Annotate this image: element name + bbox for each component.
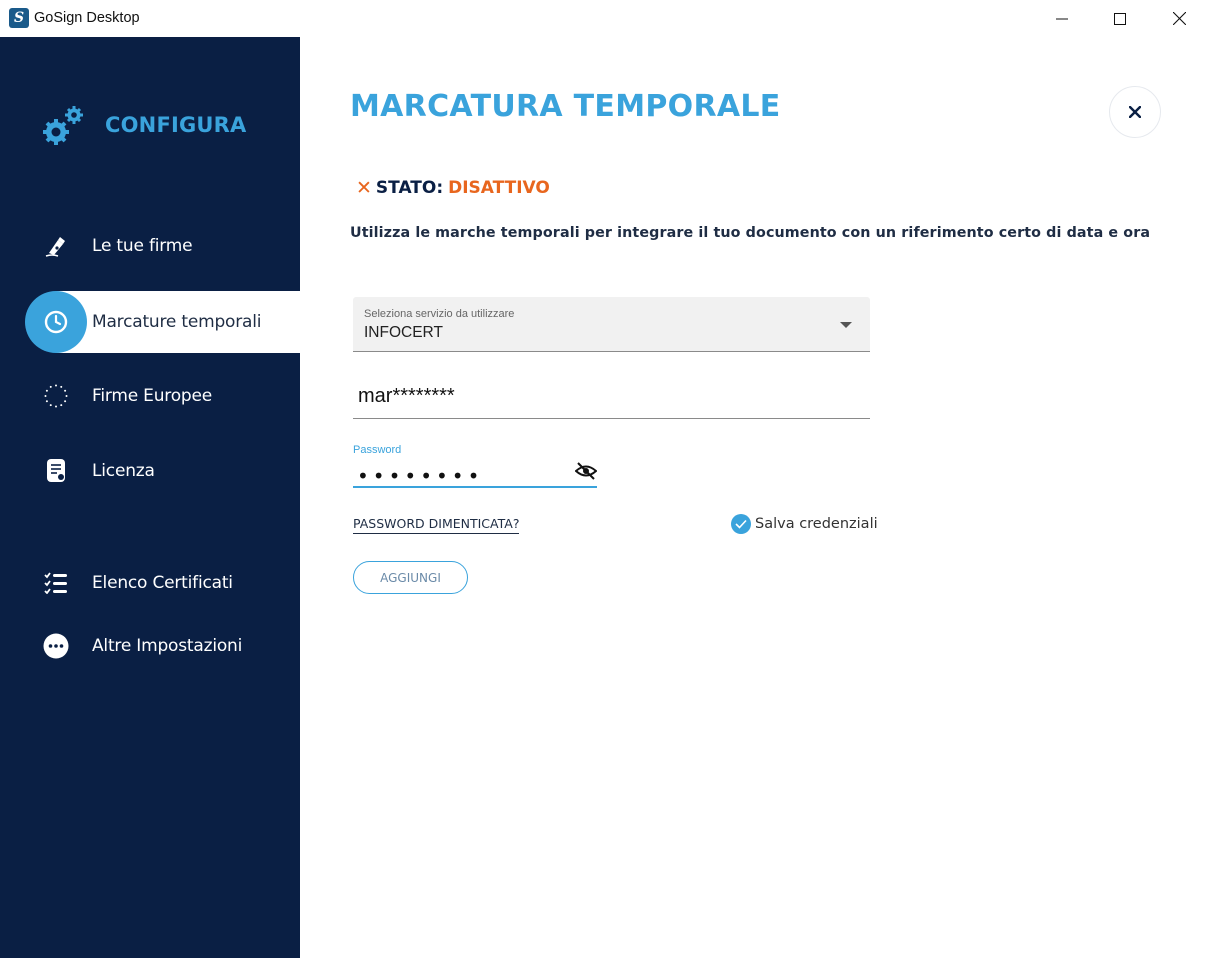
status-label: STATO: [375, 178, 444, 198]
sidebar-item-label: Marcature temporali [92, 312, 262, 332]
service-select-value: INFOCERT [364, 324, 443, 341]
page-description: Utilizza le marche temporali per integrare il tuo documento con un riferimento certo di data e ora [350, 225, 1151, 241]
sidebar-item-label: Licenza [92, 461, 155, 481]
main-panel [300, 37, 1208, 958]
password-label: Password [353, 444, 402, 456]
clock-icon [43, 309, 69, 335]
sidebar-item-label: Elenco Certificati [92, 573, 233, 593]
sidebar-item-label: Altre Impostazioni [92, 636, 243, 656]
license-icon [40, 455, 72, 487]
minimize-icon [1056, 13, 1068, 25]
maximize-button[interactable] [1091, 0, 1149, 37]
gears-icon [40, 105, 86, 149]
add-button[interactable]: AGGIUNGI [353, 561, 468, 594]
signature-pen-icon [40, 230, 72, 262]
eye-off-icon[interactable] [575, 462, 597, 480]
sidebar-item-altre-impostazioni[interactable] [0, 615, 300, 677]
username-input[interactable] [358, 385, 858, 408]
password-input[interactable]: •••••••• [357, 464, 484, 488]
app-logo-icon: S [9, 8, 29, 28]
sidebar-item-marcature-temporali[interactable] [0, 291, 300, 353]
service-select[interactable] [353, 297, 870, 352]
close-icon [1173, 12, 1186, 25]
more-dots-icon [40, 630, 72, 662]
sidebar-item-licenza[interactable] [0, 440, 300, 502]
minimize-button[interactable] [1033, 0, 1091, 37]
close-icon [1129, 106, 1141, 118]
sidebar [0, 37, 300, 958]
status-badge: DISATTIVO [448, 178, 550, 198]
checkmark-icon [731, 514, 751, 534]
sidebar-item-le-tue-firme[interactable] [0, 215, 300, 277]
service-select-label: Seleziona servizio da utilizzare [364, 308, 515, 320]
eu-stars-icon [40, 380, 72, 412]
sidebar-item-label: Le tue firme [92, 236, 193, 256]
active-item-badge [25, 291, 87, 353]
window-title: GoSign Desktop [34, 10, 140, 26]
forgot-password-link[interactable]: PASSWORD DIMENTICATA? [353, 516, 519, 534]
page-title: MARCATURA TEMPORALE [350, 89, 781, 124]
save-credentials-checkbox[interactable] [731, 514, 878, 534]
password-field-wrapper [353, 442, 597, 488]
sidebar-item-elenco-certificati[interactable] [0, 552, 300, 614]
username-field-wrapper [353, 377, 870, 419]
sidebar-item-firme-europee[interactable] [0, 365, 300, 427]
sidebar-item-label: Firme Europee [92, 386, 213, 406]
sidebar-brand [40, 105, 280, 149]
status-line [356, 177, 550, 199]
save-credentials-label: Salva credenziali [755, 516, 878, 532]
close-window-button[interactable] [1150, 0, 1208, 37]
close-panel-button[interactable] [1109, 86, 1161, 138]
sidebar-brand-label: CONFIGURA [105, 113, 247, 137]
window-titlebar [0, 0, 1208, 37]
checklist-icon [40, 567, 72, 599]
chevron-down-icon [840, 322, 852, 328]
maximize-icon [1114, 13, 1126, 25]
status-x-icon: ✕ [356, 177, 372, 199]
